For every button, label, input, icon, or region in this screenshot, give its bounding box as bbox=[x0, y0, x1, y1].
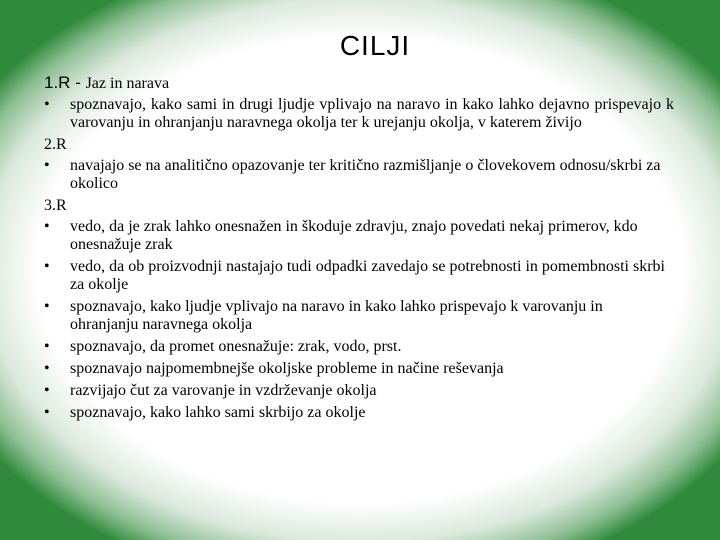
list-item-text: navajajo se na analitično opazovanje ter kritično razmišljanje o človekovem odnosu/skrbi za okolico bbox=[70, 157, 661, 192]
slide-content bbox=[44, 74, 674, 426]
list-item-text: spoznavajo, kako sami in drugi ljudje vplivajo na naravo in kako lahko dejavno prispevajo k varovanju in ohranjanju naravnega okolja ter k urejanju okolja, v katerem živijo bbox=[70, 96, 674, 131]
bullet: • bbox=[44, 382, 50, 399]
section-2-list bbox=[44, 157, 674, 193]
list-item bbox=[44, 157, 674, 193]
list-item-text: spoznavajo najpomembnejše okoljske probleme in načine reševanja bbox=[70, 360, 504, 377]
bullet: • bbox=[44, 298, 50, 315]
bullet: • bbox=[44, 404, 50, 421]
list-item-text: spoznavajo, kako lahko sami skrbijo za okolje bbox=[70, 404, 366, 421]
list-item-text: vedo, da je zrak lahko onesnažen in škoduje zdravju, znajo povedati nekaj primerov, kdo onesnažuje zrak bbox=[70, 218, 638, 253]
list-item bbox=[44, 338, 674, 356]
list-item bbox=[44, 258, 674, 294]
bullet: • bbox=[44, 338, 50, 355]
list-item bbox=[44, 218, 674, 254]
section-3-list bbox=[44, 218, 674, 422]
list-item-text: spoznavajo, da promet onesnažuje: zrak, vodo, prst. bbox=[70, 338, 402, 355]
slide-title: CILJI bbox=[339, 30, 411, 61]
section-1-heading bbox=[44, 74, 674, 93]
section-1-separator: - bbox=[70, 73, 86, 92]
list-item-text: vedo, da ob proizvodnji nastajajo tudi odpadki zavedajo se potrebnosti in pomembnosti skrbi za okolje bbox=[70, 258, 665, 293]
bullet: • bbox=[44, 218, 50, 235]
section-1-list bbox=[44, 96, 674, 132]
list-item-text: spoznavajo, kako ljudje vplivajo na naravo in kako lahko prispevajo k varovanju in ohranjanju naravnega okolja bbox=[70, 298, 603, 333]
bullet: • bbox=[44, 360, 50, 377]
list-item bbox=[44, 382, 674, 400]
list-item bbox=[44, 360, 674, 378]
section-2-heading: 2.R bbox=[44, 136, 67, 153]
list-item bbox=[44, 404, 674, 422]
bullet: • bbox=[44, 96, 50, 113]
list-item bbox=[44, 298, 674, 334]
bullet: • bbox=[44, 258, 50, 275]
section-1-number: 1.R bbox=[44, 73, 71, 92]
list-item bbox=[44, 96, 674, 132]
section-3-heading: 3.R bbox=[44, 197, 67, 214]
bullet: • bbox=[44, 157, 50, 174]
list-item-text: razvijajo čut za varovanje in vzdrževanje okolja bbox=[70, 382, 377, 399]
section-1-title: Jaz in narava bbox=[85, 75, 170, 92]
